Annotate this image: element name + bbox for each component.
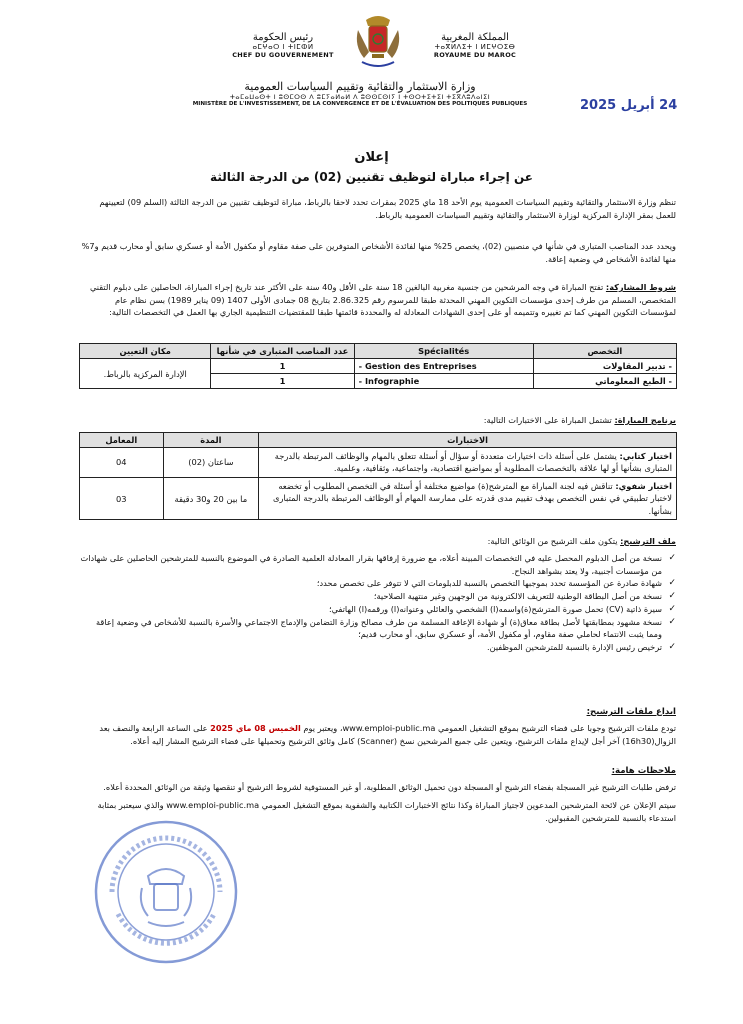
- col-duration: المدة: [163, 433, 259, 448]
- royaume-tifinagh: ⵜⴰⴳⵍⴷⵉⵜ ⵏ ⵍⵎⵖⵔⵉⴱ: [434, 43, 516, 51]
- exams-table: [79, 432, 677, 520]
- ministry-fr: MINISTÈRE DE L'INVESTISSEMENT, DE LA CONVERGENCE ET DE L'ÉVALUATION DES POLITIQUES PUBLIQUES: [192, 101, 528, 107]
- program-paragraph: [78, 414, 676, 427]
- exam-duration: ما بين 20 و30 دقيقة: [163, 477, 259, 519]
- exam-coefficient: 04: [80, 448, 164, 478]
- chef-gouvernement-ar: رئيس الحكومة: [252, 32, 314, 43]
- col-specialty-ar: التخصص: [533, 344, 676, 359]
- list-item: [78, 641, 676, 654]
- posts-table: [79, 343, 677, 389]
- list-item: [78, 577, 676, 590]
- exam-coefficient: 03: [80, 477, 164, 519]
- royaume-block: [410, 32, 540, 59]
- intro-paragraph: تنظم وزارة الاستثمار والتقائية وتقييم السياسات العمومية يوم الأحد 18 ماي 2025 بمقرات تحدد لاحقا بالرباط، مباراة لتوظيف تقنيين من الدرجة الثالثة (السلم 09) لتعيينهم للعمل بمقر الإدارة المركزية لوزارة الاستثمار والتقائية وتقييم السياسات العمومية بالرباط.: [99, 197, 676, 220]
- notes-paragraph-2: سيتم الإعلان عن لائحة المترشحين المدعوين لاجتياز المباراة وكذا نتائج الاختبارات الكتابية والشفوية بموقع التشغيل العمومي www.emploi-public.ma والذي سيعتبر بمثابة استدعاء بالنسبة للمترشحين المقبولين.: [97, 800, 676, 823]
- ministry-block: [150, 80, 570, 107]
- program-text: تشتمل المباراة على الاختبارات التالية:: [483, 415, 612, 425]
- col-exams: الاختبارات: [259, 433, 677, 448]
- table-row: [80, 359, 677, 374]
- dossier-paragraph: [78, 535, 676, 548]
- list-item: [78, 616, 676, 641]
- col-coefficient: المعامل: [80, 433, 164, 448]
- specialty-fr: - Gestion des Entreprises: [354, 359, 533, 374]
- col-posts-count: عدد المناصب المتبارى في شأنها: [211, 344, 354, 359]
- col-location: مكان التعيين: [80, 344, 211, 359]
- posts-table-header: [80, 344, 677, 359]
- deposit-paragraph: [78, 722, 676, 747]
- deposit-text-1: تودع ملفات الترشيح وجوبا على فضاء الترشيح بموقع التشغيل العمومي www.emploi-public.ma، ويعتبر يوم: [303, 723, 676, 733]
- dossier-label: ملف الترشيح:: [620, 536, 676, 546]
- check-icon: ✓: [668, 591, 676, 602]
- check-icon: ✓: [668, 553, 676, 563]
- royaume-fr: ROYAUME DU MAROC: [433, 51, 517, 59]
- deposit-text-2: على الساعة الرابعة والنصف بعد الزوال(16h30) آخر أجل لإيداع ملفات الترشيح، ويتعين على جميع المرشحين نسخ (Scanner) كامل وثائق الترشيح وتحميلها على فضاء الترشيح المشار إليه أعلاه.: [99, 723, 676, 746]
- posts-paragraph: ويحدد عدد المناصب المتبارى في شأنها في منصبين (02)، يخصص 25% منها لفائدة الأشخاص المتوفرين على صفة مقاوم أو مكفول الأمة أو عسكري سابق أو محارب قديم و7% منها لفائدة الأشخاص في وضعية إعاقة.: [81, 241, 676, 264]
- deposit-label: ايداع ملفات الترشيح:: [586, 707, 676, 717]
- table-row: [80, 477, 677, 519]
- dossier-checklist: [78, 552, 676, 654]
- exams-table-header: [80, 433, 677, 448]
- list-item-text: نسخة مشهود بمطابقتها لأصل بطاقة معاق(ة) أو شهادة الإعاقة المسلمة من طرف مصالح وزارة التضامن والإدماج الاجتماعي والأسرة بالنسبة للأشخاص في وضعية إعاقة ومما يثبت الانتماء لحاملي صفة مقاوم، أو مكفول الأمة، أو عسكري سابق، أو محارب قديم؛: [96, 616, 662, 640]
- notes-paragraph-1: ترفض طلبات الترشيح غير المسجلة بفضاء الترشيح أو المسجلة دون تحميل الوثائق المطلوبة، أو غير المستوفية لشروط الترشيح أو تنقصها وثيقة من الوثائق المحددة أعلاه.: [103, 782, 676, 792]
- exam-name: اختبار شفوي:: [615, 480, 672, 491]
- list-item-text: سيرة ذاتية (CV) تحمل صورة المترشح(ة)واسمه(ا) الشخصي والعائلي وعنوانه(ا) ورقمه(ا) الهاتفي؛: [329, 603, 662, 614]
- specialty-ar: - الطبع المعلوماتي: [533, 374, 676, 389]
- specialty-ar: - تدبير المقاولات: [533, 359, 676, 374]
- exam-name: اختبار كتابي:: [619, 451, 672, 461]
- dossier-text: يتكون ملف الترشيح من الوثائق التالية:: [487, 536, 618, 546]
- check-icon: ✓: [668, 616, 676, 627]
- official-stamp-icon: [92, 818, 240, 966]
- royaume-ar: المملكة المغربية: [441, 32, 509, 43]
- list-item: [78, 590, 676, 603]
- royal-coat-of-arms-icon: [352, 12, 404, 72]
- chef-gouvernement-tifinagh: ⴰⵎⵖⴰⵔ ⵏ ⵜⵏⵎⵀⵍ: [252, 43, 314, 51]
- check-icon: ✓: [668, 578, 676, 589]
- posts-count: 1: [211, 359, 354, 374]
- exam-desc: تناقش فيه لجنة المباراة مع المترشح(ة) مواضيع مختلفة أو أسئلة في التخصص المطلوب أو تخضعه لاختبار تطبيقي في نفس التخصص بهدف تقييم مدى قدرته على ممارسة المهام أو الوظائف المرتبطة بالدرجة المتبارى بشأنها.: [273, 480, 672, 516]
- date-stamp: 24 أبريل 2025: [580, 98, 678, 113]
- conditions-paragraph: [78, 281, 676, 319]
- announcement-title: إعلان: [354, 150, 389, 165]
- assignment-location: الإدارة المركزية بالرباط.: [80, 359, 211, 389]
- list-item: [78, 603, 676, 616]
- announcement-subtitle: عن إجراء مباراة لتوظيف تقنيين (02) من الدرجة الثالثة: [210, 170, 533, 184]
- chef-gouvernement-block: [228, 32, 338, 59]
- chef-gouvernement-fr: CHEF DU GOUVERNEMENT: [232, 51, 334, 59]
- check-icon: ✓: [668, 603, 676, 614]
- list-item-text: نسخة من أصل الدبلوم المحصل عليه في التخصصات المبينة أعلاه، مع ضرورة إرفاقها بقرار المعادلة العلمية الصادرة في الموضوع بالنسبة للمترشحين الحاصلين على شهادات من مؤسسات أجنبية، ولا يعتد بشواهد النجاح.: [80, 553, 662, 576]
- list-item-text: ترخيص رئيس الإدارة بالنسبة للمترشحين الموظفين.: [487, 641, 662, 652]
- exam-oral: [259, 477, 677, 519]
- ministry-tifinagh: ⵜⴰⵎⴰⵡⴰⵙⵜ ⵏ ⵓⵙⵎⵔⵙ ⴷ ⵓⵎⵢⴰⵍⴰⵍ ⴷ ⵓⵙⵙⵎⵙⵏⵢ ⵏ ⵜⵙⵔⵜⵉⵜⵉⵏ ⵜⵉⴳⴷⵓⴷⴰⵏⵉⵏ: [229, 93, 491, 101]
- table-row: [80, 448, 677, 478]
- exam-duration: ساعتان (02): [163, 448, 259, 478]
- program-label: برنامج المباراة:: [614, 415, 676, 425]
- notes-label: ملاحظات هامة:: [611, 766, 676, 776]
- exam-written: [259, 448, 677, 478]
- conditions-label: شروط المشاركة:: [605, 282, 676, 292]
- check-icon: ✓: [668, 641, 676, 652]
- ministry-ar: وزارة الاستثمار والتقائية وتقييم السياسات العمومية: [244, 80, 476, 93]
- conditions-text: تفتح المباراة في وجه المرشحين من جنسية مغربية البالغين 18 سنة على الأقل و40 سنة على الأكثر عند تاريخ إجراء المباراة، الحاصلين على دبلوم التقني المتخصص، المسلم من طرف إحدى مؤسسات التكوين المهني المحدثة طبقا للمرسوم رقم 2.86.325 بتاريخ 08 جمادى الأولى 1407 (09 يناير 1989) بسن نظام عام لمؤسسات التكوين المهني كما تم تغييره وتتميمه أو على إحدى الشهادات المعادلة له والمحددة قائمتها طبقا للمقتضيات التنظيمية الجاري بها العمل في التخصصات التالية:: [89, 282, 676, 318]
- exam-desc: يشتمل على أسئلة ذات اختيارات متعددة أو سؤال أو أسئلة تتعلق بالمهام والوظائف المرتبطة بالدرجة المتبارى بشأنها أو لها علاقة بالتخصصات المطلوبة أو بمواضيع اقتصادية، واجتماعية، وثقافية، وعلمية.: [274, 451, 672, 474]
- deposit-deadline: الخميس 08 ماي 2025: [210, 723, 301, 733]
- list-item: [78, 552, 676, 577]
- list-item-text: شهادة صادرة عن المؤسسة تحدد بموجبها التخصص بالنسبة للدبلومات التي لا تتوفر على تخصص محدد؛: [316, 578, 662, 589]
- specialty-fr: - Infographie: [354, 374, 533, 389]
- col-specialty-fr: Spécialités: [354, 344, 533, 359]
- list-item-text: نسخة من أصل البطاقة الوطنية للتعريف الالكترونية من الوجهين وغير منتهية الصلاحية؛: [373, 591, 662, 602]
- posts-count: 1: [211, 374, 354, 389]
- letterhead: [0, 10, 743, 130]
